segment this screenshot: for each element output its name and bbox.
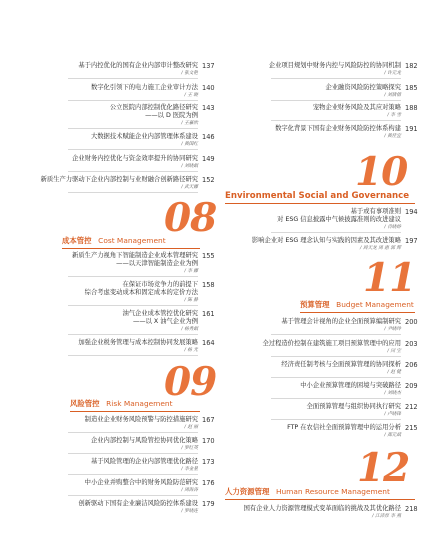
page-number: 149: [202, 155, 215, 163]
toc-entry[interactable]: [225, 104, 418, 122]
page-number: 203: [405, 340, 418, 348]
entry-title: 企业内部控制与风险管控协同优化策略: [90, 437, 198, 444]
section-number: 09: [164, 359, 217, 405]
entry-title: 中小企业预算管理的困境与突破路径: [300, 382, 401, 389]
entry-title: 企业项目规划中财务内控与风险防控的协同机制: [268, 62, 401, 69]
entry-author: / 刘倩倩: [384, 93, 401, 98]
page-number: 182: [405, 62, 418, 70]
toc-entry[interactable]: [225, 125, 418, 143]
entry-divider: [68, 453, 198, 454]
entry-divider: [68, 192, 198, 193]
section-title-en: Human Resource Management: [275, 487, 390, 496]
entry-author: / 周天龙 周 惠 郭 辉: [359, 246, 401, 251]
toc-entry[interactable]: [20, 133, 215, 151]
section-divider: [300, 312, 415, 313]
section-number: 11: [363, 255, 416, 301]
page-number: 212: [405, 403, 418, 411]
toc-entry[interactable]: [20, 176, 215, 194]
entry-subtitle: ——以天津智能制造企业为例: [116, 260, 198, 267]
section-number: 08: [164, 195, 217, 241]
entry-title: 企业融资风险防控策略探究: [325, 84, 401, 91]
page-number: 218: [405, 505, 418, 513]
page-number: 188: [405, 104, 418, 112]
entry-divider: [271, 334, 401, 335]
entry-title: 企业财务内控优化与资金效率提升的协同研究: [72, 155, 198, 162]
section-title: [300, 300, 414, 309]
entry-title: 大数据技术赋能企业内部管理体系建设: [90, 133, 198, 140]
page-number: 152: [202, 176, 215, 184]
page-number: 170: [202, 437, 215, 445]
page-number: 191: [405, 125, 418, 133]
page-number: 146: [202, 133, 215, 141]
entry-title: 新质生产力驱动下企业内部控制与业财融合创新路径研究: [40, 176, 198, 183]
toc-entry[interactable]: [225, 361, 418, 379]
entry-title-line2: 综合考虑变动成本和固定成本的定价方法: [84, 289, 198, 296]
section-title-cn: 人力资源管理: [225, 487, 270, 496]
entry-divider: [68, 78, 198, 79]
entry-divider: [271, 120, 401, 121]
toc-entry[interactable]: [20, 310, 215, 336]
entry-subtitle: ——以 X 油气企业为例: [133, 318, 198, 325]
section-title: [62, 236, 166, 245]
section-divider: [225, 499, 415, 500]
page-number: 143: [202, 104, 215, 112]
toc-entry[interactable]: [20, 281, 215, 307]
entry-title: 全过程造价控制在建筑施工项目预算管理中的应用: [262, 340, 401, 347]
entry-title: 公立医院内部控制优化路径研究: [109, 104, 198, 111]
toc-entry[interactable]: [20, 339, 215, 357]
entry-author: / 闫 宝: [387, 349, 401, 354]
page-number: 140: [202, 84, 215, 92]
entry-title: 制造业企业财务风险预警与防控措施研究: [84, 416, 198, 423]
page-number: 185: [405, 84, 418, 92]
section-title: Environmental Social and Governance: [225, 191, 410, 201]
toc-entry[interactable]: [225, 318, 418, 336]
toc-entry[interactable]: [20, 62, 215, 80]
entry-title: 影响企业对 ESG 理念认知与实践的因素及其改进策略: [251, 237, 401, 244]
page-number: 161: [202, 310, 215, 318]
entry-author: / 刘晓杰: [384, 391, 401, 396]
toc-entry[interactable]: [20, 84, 215, 102]
entry-title: 数字化引领下的电力施工企业审计方法: [90, 84, 198, 91]
entry-title: 基于内控优化的国有企业内部审计整改研究: [78, 62, 198, 69]
entry-divider: [271, 78, 401, 79]
section-title-cn: 风险管控: [70, 399, 100, 408]
page-number: 179: [202, 500, 215, 508]
entry-title: 全面预算管理与组织协同执行研究: [306, 403, 401, 410]
entry-author: / 许元龙: [384, 71, 401, 76]
entry-divider: [271, 419, 401, 420]
toc-entry[interactable]: [20, 155, 215, 173]
entry-author: / 江沛淳 李 燕: [372, 514, 401, 519]
toc-entry[interactable]: [225, 403, 418, 421]
entry-author: / 武天娜: [181, 185, 198, 190]
page-number: 167: [202, 416, 215, 424]
page-number: 176: [202, 479, 215, 487]
section-title-en: Cost Management: [98, 236, 166, 245]
entry-divider: [68, 276, 198, 277]
entry-divider: [271, 100, 401, 101]
section-title: [225, 487, 390, 496]
entry-title: FTP 在农信社全面预算管理中的运用分析: [287, 424, 401, 431]
section-divider: [62, 248, 200, 249]
entry-title: 经济责任制考核与全面预算管理的协同探析: [281, 361, 401, 368]
entry-divider: [68, 100, 198, 101]
entry-author: / 杨 光: [184, 348, 198, 353]
entry-subtitle: ——以 D 医院为例: [145, 112, 198, 119]
entry-author: / 陈 静: [184, 298, 198, 303]
entry-title: 中小企业并购整合中的财务风险防范研究: [84, 479, 198, 486]
entry-author: / 郑元斌: [384, 433, 401, 438]
entry-author: / 王嘉欣: [181, 121, 198, 126]
toc-entry[interactable]: [225, 340, 418, 358]
entry-title: 油气企业成本管控优化研究: [122, 310, 198, 317]
section-number: 12: [357, 445, 410, 491]
entry-divider: [271, 398, 401, 399]
toc-entry[interactable]: [20, 458, 215, 476]
page-number: 197: [405, 237, 418, 245]
entry-title: 基于风险管理的企业内部管理优化路径: [90, 458, 198, 465]
toc-entry[interactable]: [20, 416, 215, 434]
toc-entry[interactable]: [20, 500, 215, 518]
entry-divider: [271, 356, 401, 357]
entry-title: 宠物企业财务风险及其应对策略: [312, 104, 401, 111]
page-number: 155: [202, 252, 215, 260]
entry-author: / 罗晓连: [181, 509, 198, 514]
toc-entry[interactable]: [225, 62, 418, 80]
entry-author: / 赵 丽: [184, 425, 198, 430]
toc-entry[interactable]: [225, 424, 418, 442]
entry-title: 基于或有事项准则: [350, 208, 401, 215]
toc-entry[interactable]: [225, 237, 418, 255]
page-number: 209: [405, 382, 418, 390]
section-title-en: Budget Management: [336, 300, 414, 309]
toc-entry[interactable]: [20, 437, 215, 455]
page-number: 173: [202, 458, 215, 466]
entry-author: / 黄国红: [181, 142, 198, 147]
entry-divider: [68, 432, 198, 433]
entry-title-line2: 对 ESG 信息披露中气候披露准则的改进建议: [277, 216, 401, 223]
toc-entry[interactable]: [20, 252, 215, 278]
entry-author: / 赵 健: [387, 370, 401, 375]
page-number: 200: [405, 318, 418, 326]
entry-divider: [68, 334, 198, 335]
entry-title: 在保证市场竞争力的前提下: [122, 281, 198, 288]
page-number: 215: [405, 424, 418, 432]
toc-entry[interactable]: [225, 208, 418, 234]
entry-author: / 尹晓玲: [384, 327, 401, 332]
toc-entry[interactable]: [225, 382, 418, 400]
entry-author: / 罗红英: [181, 446, 198, 451]
entry-divider: [68, 474, 198, 475]
entry-title: 创新驱动下国有企业廉洁风险防控体系建设: [78, 500, 198, 507]
entry-divider: [68, 495, 198, 496]
section-divider: [225, 203, 415, 204]
entry-divider: [68, 305, 198, 306]
section-title: [70, 399, 173, 408]
toc-right-column: [213, 0, 427, 558]
page-number: 194: [405, 208, 418, 216]
page-number: 137: [202, 62, 215, 70]
entry-divider: [271, 232, 401, 233]
section-title-cn: 预算管理: [300, 300, 330, 309]
entry-title: 加强企业税务管理与成本控制协同发展策略: [78, 339, 198, 346]
section-number: 10: [355, 149, 408, 195]
entry-title: 基于管理会计视角的企业全面预算编制研究: [281, 318, 401, 325]
toc-entry[interactable]: [225, 505, 418, 523]
entry-author: / 周海涛: [181, 488, 198, 493]
toc-entry[interactable]: [20, 104, 215, 130]
entry-author: / 卢晓锋: [384, 412, 401, 417]
entry-author: / 李 娜: [184, 269, 198, 274]
page-number: 206: [405, 361, 418, 369]
entry-title: 新质生产力视角下智能制造企业成本管理研究: [72, 252, 198, 259]
entry-author: / 杨秀娟: [181, 327, 198, 332]
entry-author: / 黄佳宜: [384, 134, 401, 139]
section-title-en: Risk Management: [106, 399, 173, 408]
section-title-cn: 成本管控: [62, 236, 92, 245]
page-number: 164: [202, 339, 215, 347]
entry-title: 数字化背景下国有企业财务风险防控体系构建: [275, 125, 401, 132]
entry-author: / 李金星: [181, 467, 198, 472]
entry-author: / 肖晓娇: [384, 225, 401, 230]
entry-divider: [68, 149, 198, 150]
page-number: 158: [202, 281, 215, 289]
entry-author: / 李 雪: [387, 113, 401, 118]
entry-divider: [68, 128, 198, 129]
entry-author: / 刘晓娟: [181, 164, 198, 169]
entry-divider: [68, 171, 198, 172]
section-divider: [70, 411, 200, 412]
toc-entry[interactable]: [225, 84, 418, 102]
entry-title: 国有企业人力资源管理模式变革面临的挑战及其优化路径: [243, 505, 401, 512]
entry-author: / 张文艳: [181, 71, 198, 76]
entry-divider: [68, 355, 198, 356]
entry-author: / 王 晓: [184, 93, 198, 98]
toc-entry[interactable]: [20, 479, 215, 497]
entry-divider: [271, 377, 401, 378]
